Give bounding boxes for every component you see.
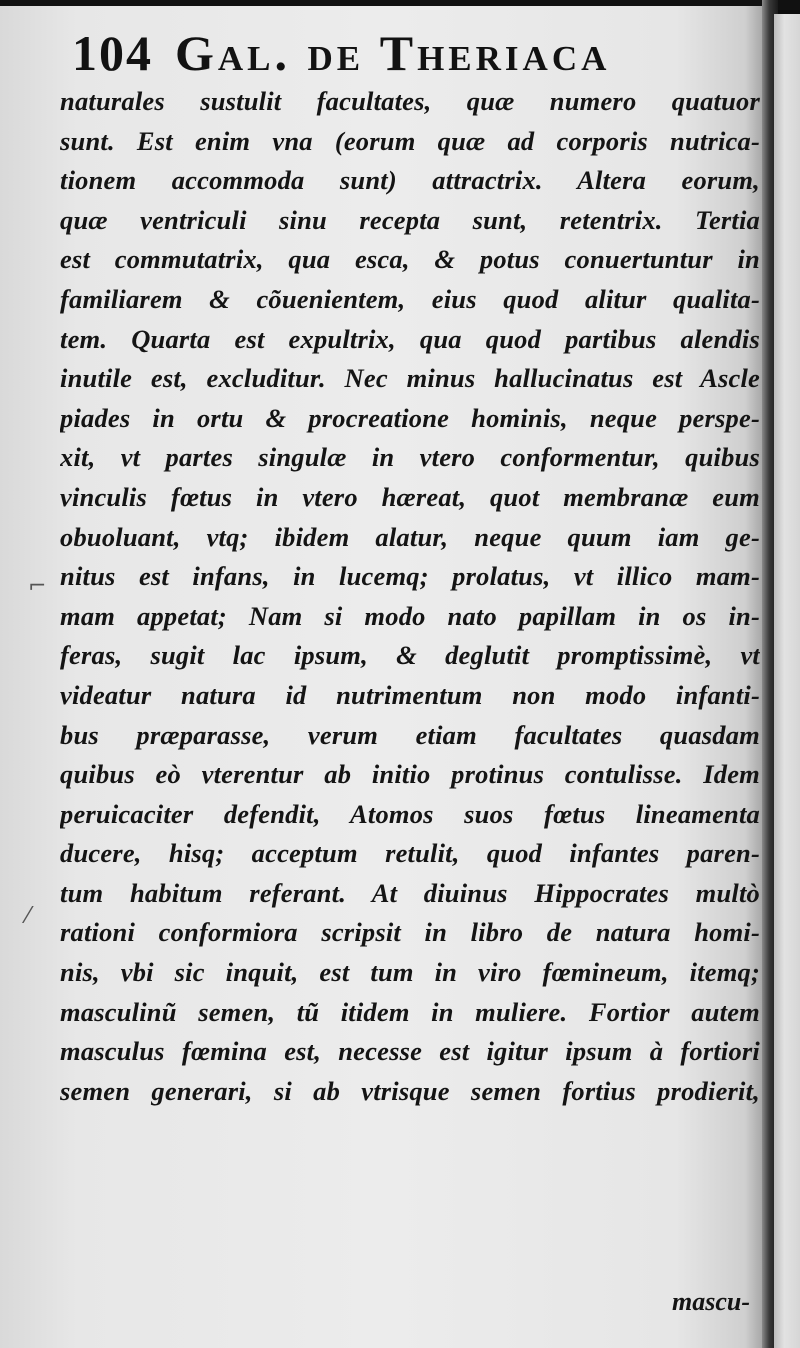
text-line: bus præparasse, verum etiam facultates quasdam (60, 719, 760, 750)
text-line: familiarem & cõuenientem, eius quod alitur qualita- (60, 283, 760, 314)
running-header (72, 20, 712, 86)
page-number: 104 (72, 25, 153, 81)
ink-speck: ⌐ (28, 574, 47, 599)
book-page (0, 6, 768, 1348)
text-line: rationi conformiora scripsit in libro de natura homi- (60, 917, 760, 948)
text-line: vinculis fœtus in vtero hæreat, quot membranæ eum (60, 481, 760, 512)
text-line: videatur natura id nutrimentum non modo infanti- (60, 679, 760, 710)
text-line: xit, vt partes singulæ in vtero conformentur, quibus (60, 442, 760, 473)
text-line: nitus est infans, in lucemq; prolatus, vt illico mam- (60, 561, 760, 592)
ink-speck: ⁄ (26, 904, 30, 929)
text-line: feras, sugit lac ipsum, & deglutit promptissimè, vt (60, 640, 760, 671)
text-line: masculinũ semen, tũ itidem in muliere. Fortior autem (60, 996, 760, 1027)
text-line: obuoluant, vtq; ibidem alatur, neque quum iam ge- (60, 521, 760, 552)
next-page-edge (774, 14, 800, 1348)
text-line: sunt. Est enim vna (eorum quæ ad corporis nutrica- (60, 125, 760, 156)
text-line: tem. Quarta est expultrix, qua quod partibus alendis (60, 323, 760, 354)
text-line: ducere, hisq; acceptum retulit, quod infantes paren- (60, 838, 760, 869)
text-line: semen generari, si ab vtrisque semen fortius prodierit, (60, 1075, 760, 1106)
text-line: tum habitum referant. At diuinus Hippocrates multò (60, 877, 760, 908)
text-line: piades in ortu & procreatione hominis, neque perspe- (60, 402, 760, 433)
text-line: masculus fœmina est, necesse est igitur ipsum à fortiori (60, 1036, 760, 1067)
text-line: mam appetat; Nam si modo nato papillam in os in- (60, 600, 760, 631)
text-line: peruicaciter defendit, Atomos suos fœtus lineamenta (60, 798, 760, 829)
body-text (60, 82, 760, 1111)
text-line: quibus eò vterentur ab initio protinus contulisse. Idem (60, 759, 760, 790)
text-line: est commutatrix, qua esca, & potus conuertuntur in (60, 244, 760, 275)
text-line: naturales sustulit facultates, quæ numero quatuor (60, 86, 760, 116)
running-title: Gal. de Theriaca (175, 25, 611, 81)
text-line: tionem accommoda sunt) attractrix. Altera eorum, (60, 165, 760, 196)
text-line: nis, vbi sic inquit, est tum in viro fœmineum, itemq; (60, 957, 760, 988)
catchword: mascu- (672, 1287, 750, 1316)
text-line: inutile est, excluditur. Nec minus hallucinatus est Ascle (60, 363, 760, 394)
text-line: quæ ventriculi sinu recepta sunt, retentrix. Tertia (60, 204, 760, 235)
